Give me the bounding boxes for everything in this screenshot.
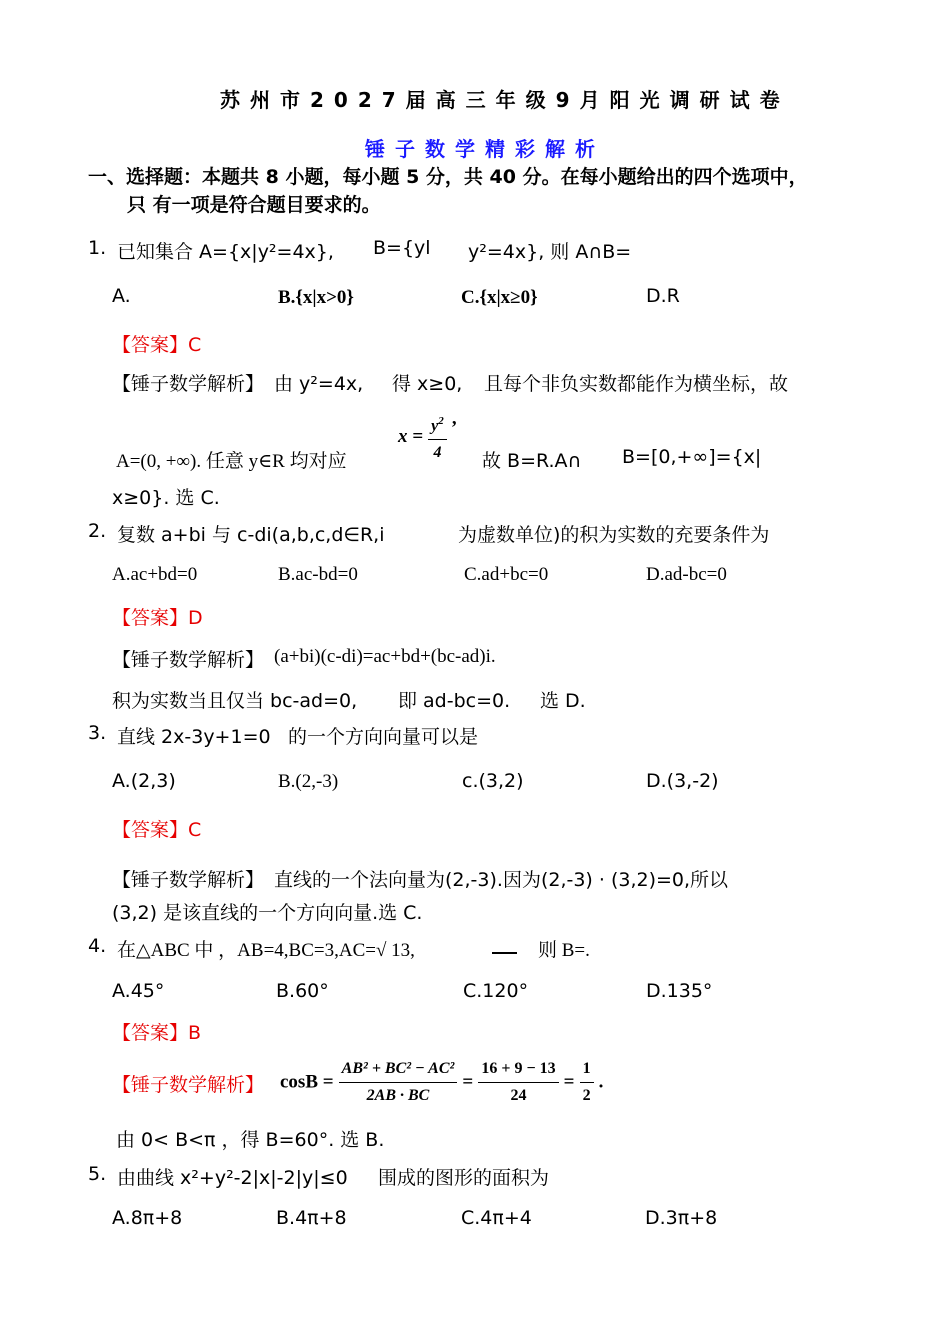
option-c: C.{x|x≥0} — [461, 287, 538, 308]
explanation-text: 即 ad-bc=0. — [398, 690, 511, 712]
section-heading-line2: 只 有一项是符合题目要求的。 — [127, 194, 381, 216]
fraction-numerator: 16 + 9 − 13 — [478, 1056, 558, 1083]
answer-label: 【答案】C — [112, 819, 202, 841]
question-number: 3. — [88, 722, 107, 744]
option-b: B.ac-bd=0 — [278, 564, 358, 585]
option-b: B.4π+8 — [276, 1207, 347, 1229]
option-c: C.4π+4 — [461, 1207, 532, 1229]
explanation-text: 故 B=R.A∩ — [482, 450, 582, 472]
formula-period: . — [598, 1071, 604, 1093]
explanation-text: 由 y²=4x, — [274, 373, 364, 395]
equals-sign: = — [462, 1071, 474, 1093]
fraction-denominator: 2 — [582, 1087, 591, 1104]
explanation-text: 由 0< B<π ，得 B=60°. 选 B. — [116, 1129, 385, 1151]
fraction-denominator: 4 — [433, 444, 442, 462]
option-a: A.8π+8 — [112, 1207, 183, 1229]
question-number: 4. — [88, 935, 107, 957]
option-d: D.ad-bc=0 — [646, 564, 727, 585]
option-b: B.60° — [276, 980, 329, 1002]
question-stem: y²=4x}, 则 A∩B= — [468, 241, 632, 263]
cosine-formula — [280, 1056, 603, 1109]
question-number: 5. — [88, 1163, 107, 1185]
page-subtitle: 锤子数学精彩解析 — [365, 137, 605, 161]
option-d: D.3π+8 — [645, 1207, 718, 1229]
option-c: C.ad+bc=0 — [464, 564, 549, 585]
explanation-text: A=(0, +∞). 任意 y∈R 均对应 — [116, 451, 347, 472]
explanation-label: 【锤子数学解析】 — [112, 649, 265, 671]
option-b: B.{x|x>0} — [278, 287, 354, 308]
question-stem: 围成的图形的面积为 — [378, 1167, 550, 1189]
explanation-text: 积为实数当且仅当 bc-ad=0, — [112, 690, 358, 712]
option-d: D.135° — [646, 980, 713, 1002]
fraction-denominator: 24 — [510, 1087, 527, 1104]
question-stem: 在△ABC 中 ，AB=4,BC=3,AC=√ 13, — [117, 940, 415, 961]
option-c: c.(3,2) — [462, 770, 524, 792]
section-heading-line1: 一、选择题：本题共 8 小题，每小题 5 分，共 40 分。在每小题给出的四个选项中， — [88, 166, 808, 188]
explanation-text: 直线的一个法向量为(2,-3).因为(2,-3) · (3,2)=0,所以 — [274, 869, 729, 891]
option-d: D.(3,-2) — [646, 770, 719, 792]
explanation-label: 【锤子数学解析】 — [112, 373, 265, 395]
question-number: 1. — [88, 237, 107, 259]
fraction — [478, 1056, 558, 1109]
option-a: A.ac+bd=0 — [112, 564, 198, 585]
equals-sign: = — [563, 1071, 575, 1093]
page-title: 苏州市2027届高三年级9月阳光调研试卷 — [220, 88, 790, 112]
option-c: C.120° — [463, 980, 529, 1002]
fraction-numerator: AB² + BC² − AC² — [339, 1056, 458, 1083]
question-stem: 直线 2x-3y+1=0 — [117, 726, 271, 748]
fraction: $\frac{y^2}{4}$ — [428, 408, 447, 466]
answer-label: 【答案】D — [112, 607, 203, 629]
option-a: A.(2,3) — [112, 770, 176, 792]
fraction — [339, 1056, 458, 1109]
explanation-text: (3,2) 是该直线的一个方向向量.选 C. — [112, 902, 423, 924]
explanation-text: 得 x≥0, — [392, 373, 463, 395]
option-a: A.45° — [112, 980, 165, 1002]
question-stem: 复数 a+bi 与 c-di(a,b,c,d∈R,i — [117, 524, 385, 546]
question-number: 2. — [88, 520, 107, 542]
option-b: B.(2,-3) — [278, 771, 339, 792]
explanation-text: 且每个非负实数都能作为横坐标，故 — [484, 373, 789, 395]
option-a: A. — [112, 285, 131, 307]
fraction-numerator: 1 — [580, 1056, 594, 1083]
answer-label: 【答案】B — [112, 1022, 202, 1044]
explanation-label: 【锤子数学解析】 — [112, 869, 265, 891]
question-stem: 由曲线 x²+y²-2|x|-2|y|≤0 — [117, 1167, 348, 1189]
question-stem: 已知集合 A={x|y²=4x}, — [117, 241, 334, 263]
explanation-text: (a+bi)(c-di)=ac+bd+(bc-ad)i. — [274, 646, 496, 667]
question-stem: 的一个方向向量可以是 — [288, 726, 479, 748]
fraction — [580, 1056, 594, 1109]
question-stem: 为虚数单位)的积为实数的充要条件为 — [458, 524, 770, 546]
explanation-text: x≥0}. 选 C. — [112, 487, 220, 509]
explanation-text: 选 D. — [540, 690, 586, 712]
question-stem: 则 B=. — [538, 940, 590, 961]
formula-lhs: x = — [398, 426, 424, 448]
fraction-numerator: y — [431, 417, 439, 435]
fraction-denominator: 2AB · BC — [366, 1087, 430, 1104]
answer-blank — [492, 952, 517, 954]
explanation-label: 【锤子数学解析】 — [112, 1074, 265, 1096]
question-stem: B={yl — [373, 237, 431, 259]
explanation-text: B=[0,+∞]={x| — [622, 446, 762, 468]
answer-label: 【答案】C — [112, 334, 202, 356]
formula-comma: , — [451, 408, 457, 429]
fraction-formula — [398, 408, 457, 466]
option-d: D.R — [646, 285, 680, 307]
formula-lhs: cosB = — [280, 1071, 334, 1093]
